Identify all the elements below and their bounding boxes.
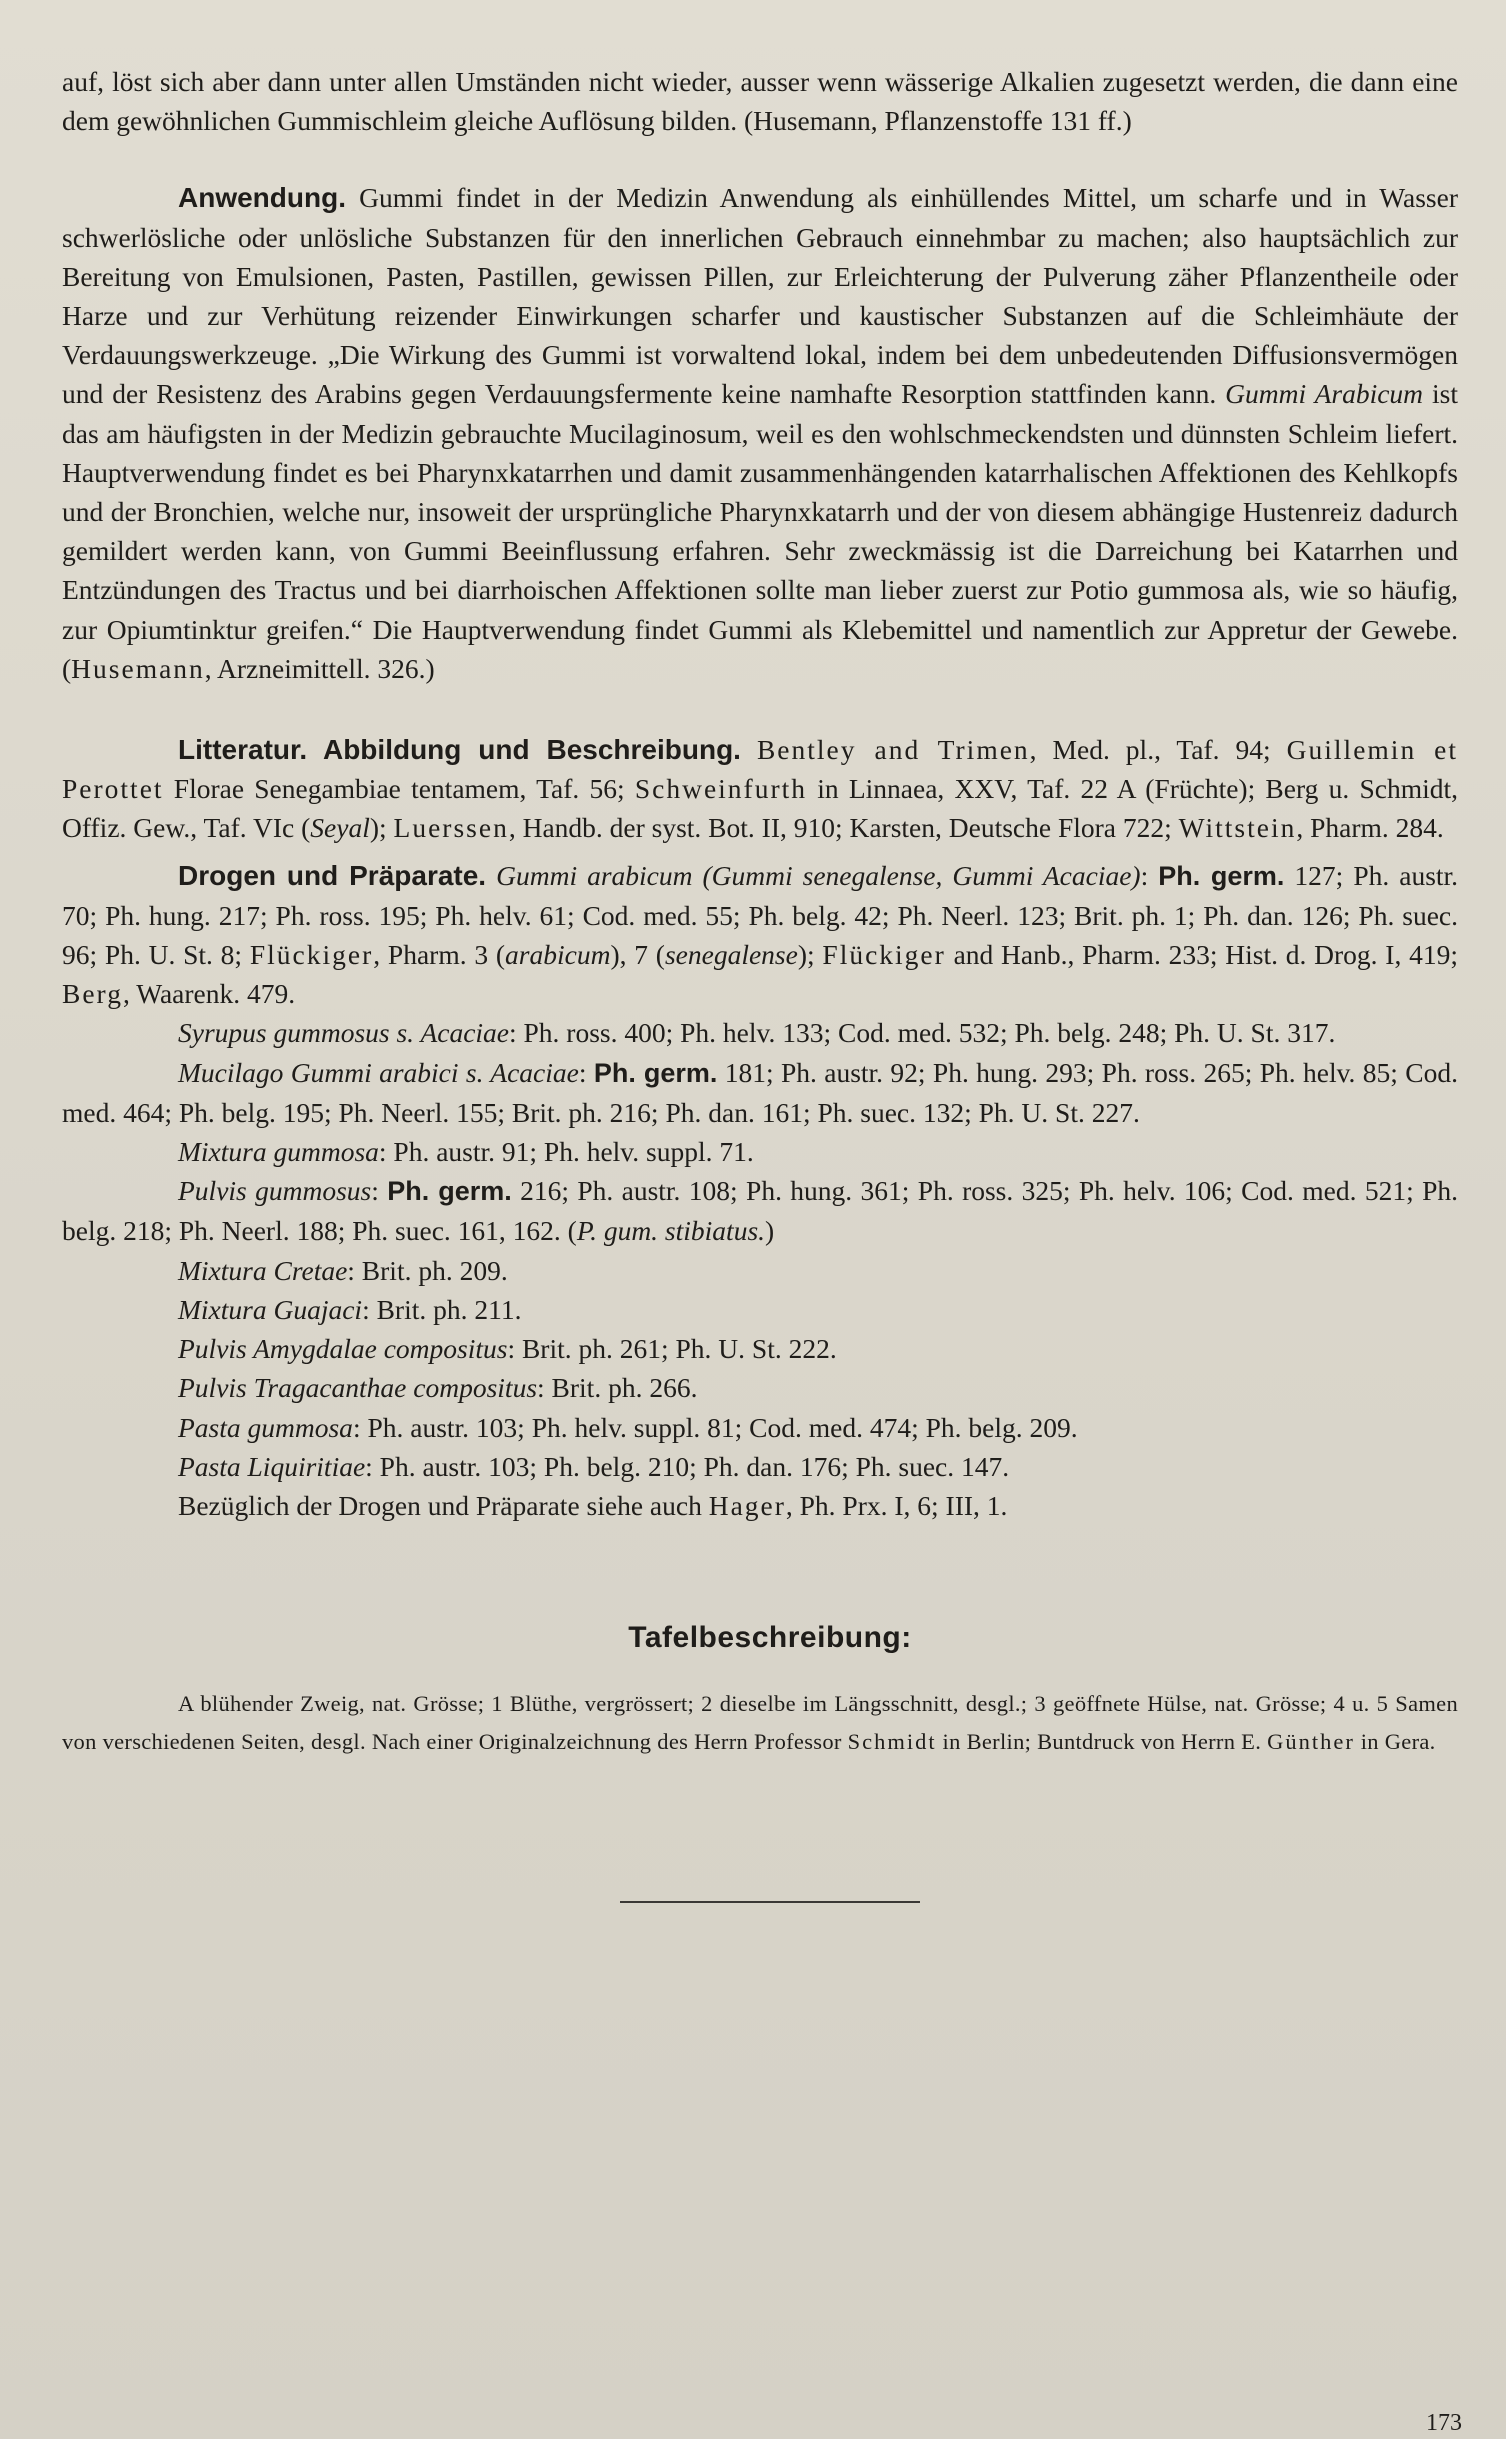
list-item: Mixtura gummosa: Ph. austr. 91; Ph. helv. suppl. 71.: [178, 1136, 754, 1168]
anwendung-paragraph: Anwendung. Gummi findet in der Medizin Anwendung als einhüllendes Mittel, um scharfe und in Wasser schwerlösliche oder unlösliche Substanzen für den innerlichen Gebrauch einnehmbar zu machen; also hauptsächlich zur Bereitung von Emulsionen, Pasten, Pastillen, gewissen Pillen, zur Erleichterung der Pulverung zäher Pflanzentheile oder Harze und zur Verhütung reizender Einwirkungen scharfer und kaustischer Substanzen auf die Schleimhäute der Verdauungswerkzeuge. „Die Wirkung des Gummi ist vorwaltend lokal, indem bei dem unbedeutenden Diffusionsvermögen und der Resistenz des Arabins gegen Verdauungsfermente keine namhafte Resorption stattfinden kann. Gummi Arabicum ist das am häufigsten in der Medizin gebrauchte Mucilaginosum, weil es den wohlschmeckendsten und dünnsten Schleim liefert. Hauptverwendung findet es bei Pharynxkatarrhen und damit zusammenhängenden katarrhalischen Affektionen des Kehlkopfs und der Bronchien, welche nur, insoweit der ursprüngliche Pharynxkatarrh und der von diesem abhängige Hustenreiz dadurch gemildert werden kann, von Gummi Beeinflussung erfahren. Sehr zweckmässig ist die Darreichung bei Katarrhen und Entzündungen des Tractus und bei diarrhoischen Affektionen sollte man lieber zuerst zur Potio gummosa als, wie so häufig, zur Opiumtinktur greifen.“ Die Hauptverwendung findet Gummi als Klebemittel und namentlich zur Appretur der Gewebe. (Husemann, Arzneimittell. 326.): [62, 182, 1458, 684]
page-number: 173: [1426, 2410, 1462, 2436]
section-divider: [620, 1901, 920, 1903]
anwendung-heading: Anwendung.: [178, 182, 346, 214]
list-item: Mixtura Guajaci: Brit. ph. 211.: [178, 1293, 522, 1325]
litteratur-heading: Litteratur. Abbildung und Beschreibung.: [178, 734, 741, 766]
list-item: Syrupus gummosus s. Acaciae: Ph. ross. 400; Ph. helv. 133; Cod. med. 532; Ph. belg. 248; Ph. U. St. 317.: [178, 1017, 1336, 1049]
list-item: Pasta gummosa: Ph. austr. 103; Ph. helv. suppl. 81; Cod. med. 474; Ph. belg. 209.: [178, 1411, 1078, 1443]
list-item: Pulvis Tragacanthae compositus: Brit. ph. 266.: [178, 1372, 698, 1404]
hager-reference: Bezüglich der Drogen und Präparate siehe auch Hager, Ph. Prx. I, 6; III, 1.: [178, 1489, 1008, 1521]
litteratur-paragraph: Litteratur. Abbildung und Beschreibung. Bentley and Trimen, Med. pl., Taf. 94; Guillemin et Perottet Florae Senegambiae tentamem, Taf. 56; Schweinfurth in Linnaea, XXV, Taf. 22 A (Früchte); Berg u. Schmidt, Offiz. Gew., Taf. VIc (Seyal); Luerssen, Handb. der syst. Bot. II, 910; Karsten, Deutsche Flora 722; Wittstein, Pharm. 284.: [62, 734, 1459, 844]
drogen-paragraph: Drogen und Präparate. Gummi arabicum (Gummi senegalense, Gummi Acaciae): Ph. germ. 127; Ph. austr. 70; Ph. hung. 217; Ph. ross. 195; Ph. helv. 61; Cod. med. 55; Ph. belg. 42; Ph. Neerl. 123; Brit. ph. 1; Ph. dan. 126; Ph. suec. 96; Ph. U. St. 8; Flückiger, Pharm. 3 (arabicum), 7 (senegalense); Flückiger and Hanb., Pharm. 233; Hist. d. Drog. I, 419; Berg, Waarenk. 479.: [62, 859, 1459, 1010]
intro-paragraph: auf, löst sich aber dann unter allen Umständen nicht wieder, ausser wenn wässerige Alkalien zugesetzt werden, die dann eine dem gewöhnlichen Gummischleim gleiche Auflösung bilden. (Husemann, Pflanzenstoffe 131 ff.): [62, 66, 1458, 137]
list-item: Mixtura Cretae: Brit. ph. 209.: [178, 1254, 508, 1286]
list-item: Pasta Liquiritiae: Ph. austr. 103; Ph. belg. 210; Ph. dan. 176; Ph. suec. 147.: [178, 1450, 1010, 1482]
list-item: Mucilago Gummi arabici s. Acaciae: Ph. germ. 181; Ph. austr. 92; Ph. hung. 293; Ph. ross. 265; Ph. helv. 85; Cod. med. 464; Ph. belg. 195; Ph. Neerl. 155; Brit. ph. 216; Ph. dan. 161; Ph. suec. 132; Ph. U. St. 227.: [62, 1056, 1458, 1128]
list-item: Pulvis Amygdalae compositus: Brit. ph. 261; Ph. U. St. 222.: [178, 1333, 837, 1365]
tafel-description: A blühender Zweig, nat. Grösse; 1 Blüthe, vergrössert; 2 dieselbe im Längsschnitt, desgl.; 3 geöffnete Hülse, nat. Grösse; 4 u. 5 Samen von verschiedenen Seiten, desgl. Nach einer Originalzeichnung des Herrn Professor Schmidt in Berlin; Buntdruck von Herrn E. Günther in Gera.: [62, 1691, 1458, 1755]
list-item: Pulvis gummosus: Ph. germ. 216; Ph. austr. 108; Ph. hung. 361; Ph. ross. 325; Ph. helv. 106; Cod. med. 521; Ph. belg. 218; Ph. Neerl. 188; Ph. suec. 161, 162. (P. gum. stibiatus.): [62, 1175, 1458, 1247]
drogen-heading: Drogen und Präparate.: [178, 859, 487, 891]
preparations-list: [62, 1013, 1458, 1525]
tafel-heading: Tafelbeschreibung:: [628, 1621, 912, 1655]
